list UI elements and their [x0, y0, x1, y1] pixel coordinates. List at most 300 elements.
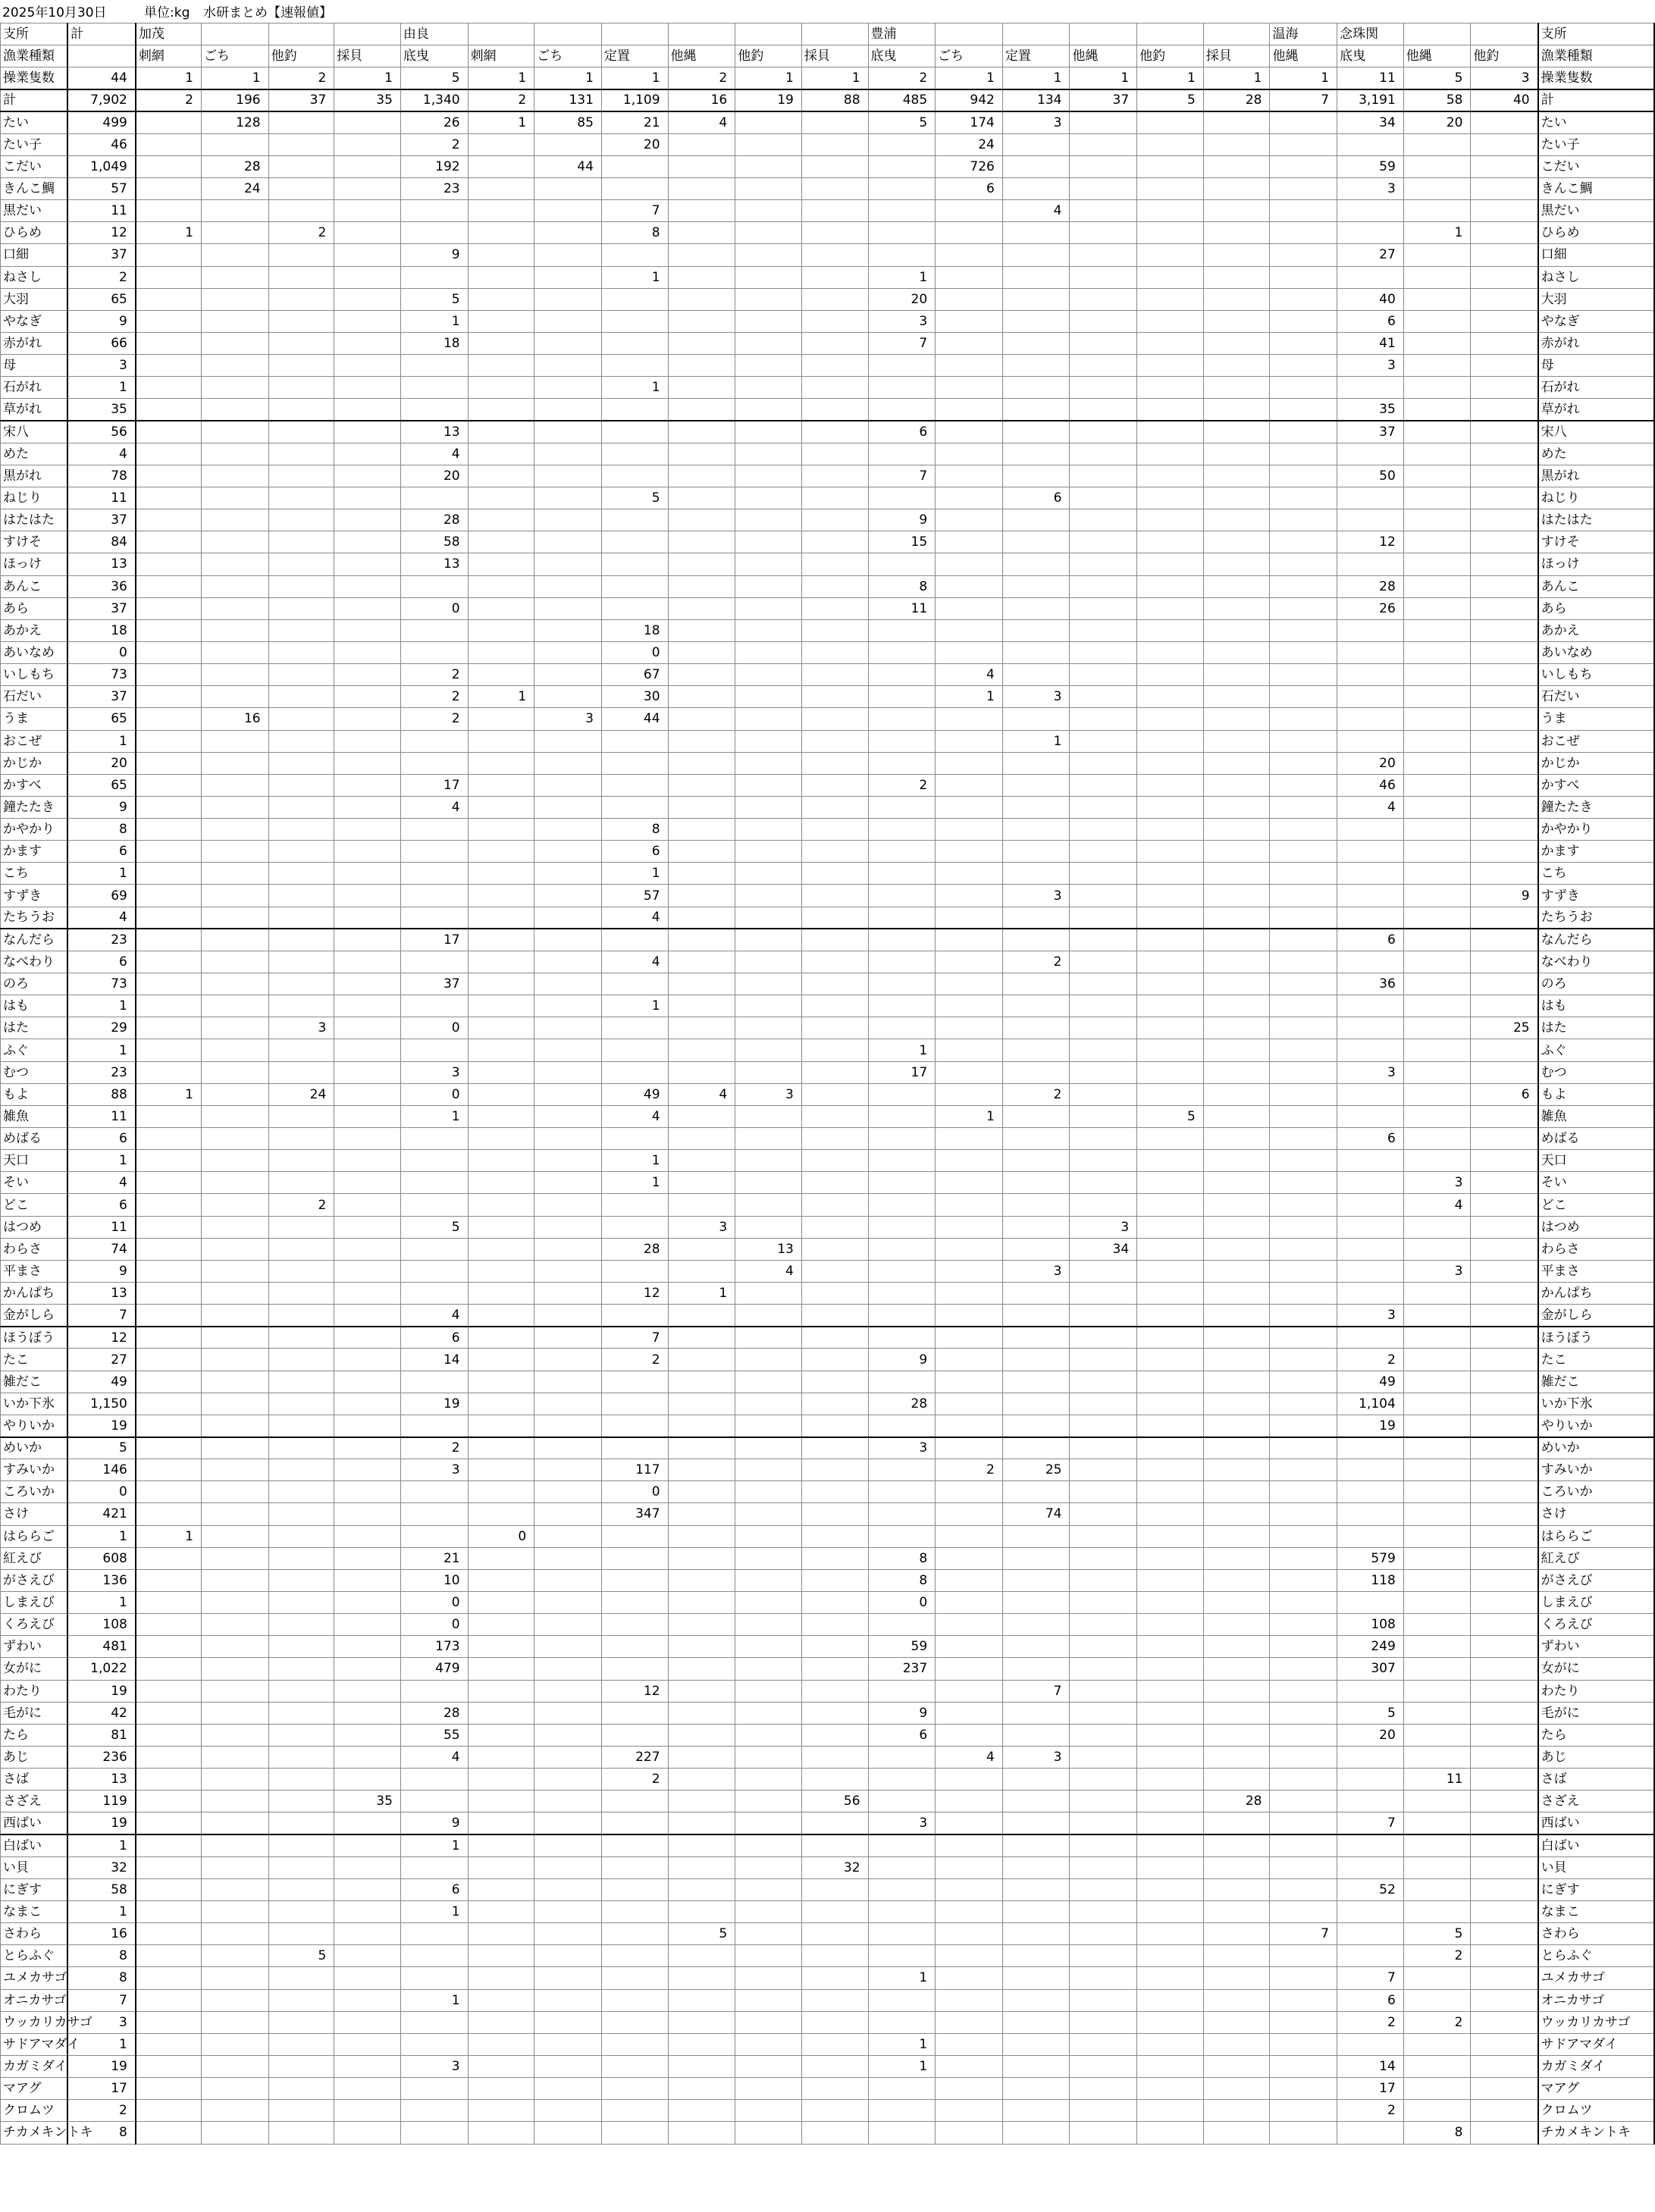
boats-row: [1, 67, 1655, 89]
table-cell: [268, 1371, 334, 1393]
table-cell: [201, 1459, 268, 1481]
table-cell: [868, 1680, 936, 1702]
table-cell: [601, 1834, 668, 1856]
table-cell: [1403, 1614, 1471, 1636]
table-cell: 西ばい: [1538, 1813, 1654, 1834]
table-cell: [201, 1083, 268, 1105]
table-cell: [1002, 155, 1070, 177]
table-cell: 3: [1471, 67, 1538, 89]
table-cell: あかえ: [1, 619, 68, 641]
table-cell: [1337, 509, 1404, 531]
table-cell: [936, 929, 1003, 951]
table-cell: [468, 553, 534, 575]
table-cell: [801, 1216, 868, 1238]
table-cell: 雑だこ: [1, 1371, 68, 1393]
table-cell: [334, 1260, 401, 1282]
table-cell: 底曳: [400, 45, 468, 67]
table-row: [1, 1769, 1655, 1791]
table-row: [1, 2122, 1655, 2144]
table-cell: [1070, 1791, 1137, 1813]
table-cell: [668, 1481, 735, 1503]
table-cell: [201, 995, 268, 1017]
table-cell: [1337, 2122, 1404, 2144]
table-cell: [868, 2011, 936, 2033]
table-cell: [1137, 2122, 1204, 2144]
table-cell: [936, 23, 1003, 45]
table-cell: [735, 885, 802, 907]
table-cell: [1471, 266, 1538, 288]
table-cell: [1270, 1547, 1337, 1569]
table-cell: [1002, 1105, 1070, 1127]
table-cell: [468, 2100, 534, 2122]
table-cell: [136, 819, 202, 841]
table-cell: [868, 222, 936, 244]
table-cell: [1270, 641, 1337, 663]
table-cell: 479: [400, 1658, 468, 1680]
table-cell: [1471, 1305, 1538, 1327]
table-cell: [468, 531, 534, 553]
table-cell: ごち: [534, 45, 602, 67]
table-cell: [1002, 443, 1070, 465]
table-cell: [468, 177, 534, 199]
table-cell: [400, 619, 468, 641]
table-row: [1, 1746, 1655, 1768]
table-cell: 942: [936, 89, 1003, 111]
table-cell: [1471, 1216, 1538, 1238]
table-cell: [334, 1967, 401, 1989]
table-cell: [1070, 2078, 1137, 2100]
table-cell: 37: [67, 509, 136, 531]
table-cell: [1403, 885, 1471, 907]
table-cell: [334, 1017, 401, 1039]
table-cell: [268, 1746, 334, 1768]
table-cell: [1337, 841, 1404, 863]
table-cell: [201, 664, 268, 686]
table-cell: 69: [67, 885, 136, 907]
table-cell: [1070, 1305, 1137, 1327]
table-cell: [1137, 619, 1204, 641]
table-cell: 1: [1002, 67, 1070, 89]
table-cell: 12: [601, 1283, 668, 1305]
table-cell: 2: [1002, 1083, 1070, 1105]
table-cell: [1070, 222, 1137, 244]
table-cell: [468, 1834, 534, 1856]
table-cell: [136, 509, 202, 531]
table-cell: ひらめ: [1, 222, 68, 244]
table-cell: 黒がれ: [1, 465, 68, 487]
table-cell: [468, 708, 534, 730]
table-cell: [1070, 1437, 1137, 1459]
table-cell: 3: [868, 1437, 936, 1459]
table-cell: [801, 841, 868, 863]
table-cell: [1403, 133, 1471, 155]
table-cell: [801, 619, 868, 641]
table-cell: [268, 907, 334, 929]
table-cell: [936, 841, 1003, 863]
table-cell: [1137, 111, 1204, 133]
table-cell: [201, 509, 268, 531]
table-cell: [400, 1172, 468, 1194]
table-cell: [1403, 1856, 1471, 1878]
table-cell: [468, 133, 534, 155]
table-cell: [1002, 465, 1070, 487]
table-cell: [1137, 1547, 1204, 1569]
table-cell: [1270, 155, 1337, 177]
table-cell: [1137, 1503, 1204, 1525]
table-cell: [468, 288, 534, 310]
table-cell: [1002, 553, 1070, 575]
table-cell: [1403, 465, 1471, 487]
table-cell: [601, 1945, 668, 1967]
table-cell: [136, 1791, 202, 1813]
table-cell: [801, 2078, 868, 2100]
table-cell: [534, 1349, 602, 1371]
table-cell: [201, 1525, 268, 1547]
table-cell: [668, 1614, 735, 1636]
table-cell: [136, 774, 202, 796]
table-cell: [735, 1415, 802, 1437]
table-cell: [201, 641, 268, 663]
table-cell: [268, 1769, 334, 1791]
table-cell: 底曳: [1337, 45, 1404, 67]
table-cell: [801, 1967, 868, 1989]
table-row: [1, 1172, 1655, 1194]
table-cell: [534, 951, 602, 973]
table-cell: [936, 1216, 1003, 1238]
table-cell: 4: [936, 664, 1003, 686]
table-cell: 8: [67, 819, 136, 841]
table-cell: [1203, 1503, 1270, 1525]
table-cell: [601, 1039, 668, 1061]
table-cell: [1002, 2100, 1070, 2122]
table-cell: [1403, 708, 1471, 730]
table-cell: 女がに: [1538, 1658, 1654, 1680]
table-cell: [334, 1945, 401, 1967]
table-cell: [801, 1327, 868, 1349]
table-cell: [136, 443, 202, 465]
table-cell: [668, 1459, 735, 1481]
table-cell: [1471, 2122, 1538, 2144]
catch-table: [0, 23, 1655, 2145]
table-cell: 3: [1337, 1305, 1404, 1327]
table-cell: [268, 1724, 334, 1746]
table-cell: [1337, 1283, 1404, 1305]
table-cell: [334, 177, 401, 199]
table-cell: 西ばい: [1, 1813, 68, 1834]
table-cell: [468, 1061, 534, 1083]
table-cell: [534, 1172, 602, 1194]
table-cell: 定置: [1002, 45, 1070, 67]
table-cell: [534, 1061, 602, 1083]
table-cell: [201, 1061, 268, 1083]
table-cell: 8: [67, 2122, 136, 2144]
table-cell: 3: [1337, 355, 1404, 377]
table-cell: [1002, 2033, 1070, 2055]
table-cell: [601, 1260, 668, 1282]
table-cell: [1137, 2078, 1204, 2100]
table-cell: 8: [868, 575, 936, 597]
table-cell: [801, 1305, 868, 1327]
table-cell: [735, 1547, 802, 1569]
table-cell: [201, 1769, 268, 1791]
table-cell: [136, 1349, 202, 1371]
table-cell: たこ: [1, 1349, 68, 1371]
table-cell: [1270, 774, 1337, 796]
table-cell: なんだら: [1, 929, 68, 951]
table-cell: [1070, 1702, 1137, 1724]
table-cell: [1137, 177, 1204, 199]
table-cell: [201, 399, 268, 421]
table-cell: [334, 1194, 401, 1216]
table-cell: [136, 465, 202, 487]
table-cell: [201, 686, 268, 708]
table-cell: [936, 1150, 1003, 1172]
table-cell: 温海: [1270, 23, 1337, 45]
table-cell: 9: [400, 1813, 468, 1834]
table-cell: 5: [668, 1923, 735, 1945]
table-cell: [334, 1172, 401, 1194]
table-cell: [1070, 288, 1137, 310]
table-cell: [668, 1437, 735, 1459]
table-cell: [868, 929, 936, 951]
table-cell: [1403, 1525, 1471, 1547]
table-cell: 4: [1337, 796, 1404, 818]
table-cell: [1471, 1547, 1538, 1569]
table-cell: 1: [67, 1039, 136, 1061]
table-cell: [1471, 200, 1538, 222]
table-row: [1, 266, 1655, 288]
table-cell: 5: [1403, 1923, 1471, 1945]
table-cell: 28: [1203, 1791, 1270, 1813]
table-cell: [468, 1658, 534, 1680]
table-cell: [1002, 1017, 1070, 1039]
table-cell: 6: [1337, 310, 1404, 332]
table-cell: [668, 1150, 735, 1172]
table-cell: そい: [1, 1172, 68, 1194]
table-cell: [868, 1614, 936, 1636]
table-cell: [334, 973, 401, 995]
table-cell: [668, 23, 735, 45]
table-cell: [1403, 177, 1471, 199]
table-cell: 2: [400, 708, 468, 730]
table-cell: [1471, 995, 1538, 1017]
table-cell: 13: [67, 1283, 136, 1305]
table-cell: [1270, 1769, 1337, 1791]
table-cell: [201, 1194, 268, 1216]
table-cell: 3: [1002, 1260, 1070, 1282]
table-cell: [1070, 1194, 1137, 1216]
table-cell: [1337, 222, 1404, 244]
table-cell: [601, 973, 668, 995]
table-cell: [268, 1856, 334, 1878]
table-cell: 赤がれ: [1538, 332, 1654, 354]
table-cell: [468, 929, 534, 951]
table-cell: [1137, 1039, 1204, 1061]
table-cell: [668, 1945, 735, 1967]
table-cell: [801, 1039, 868, 1061]
table-cell: [534, 1238, 602, 1260]
table-cell: [268, 355, 334, 377]
table-cell: [1203, 1305, 1270, 1327]
table-cell: 40: [1337, 288, 1404, 310]
table-cell: 石だい: [1538, 686, 1654, 708]
table-cell: [400, 730, 468, 752]
table-cell: [136, 1061, 202, 1083]
table-row: [1, 597, 1655, 619]
table-cell: 1: [534, 67, 602, 89]
table-cell: 2: [936, 1459, 1003, 1481]
table-cell: [735, 995, 802, 1017]
report-date: 2025年10月30日: [2, 5, 107, 20]
table-cell: [201, 841, 268, 863]
table-cell: 7: [601, 1327, 668, 1349]
table-cell: [1337, 1791, 1404, 1813]
table-cell: [1002, 1393, 1070, 1415]
table-cell: 1: [1270, 67, 1337, 89]
table-cell: [1403, 1569, 1471, 1591]
table-cell: 2: [268, 67, 334, 89]
table-cell: [1270, 443, 1337, 465]
table-cell: 紅えび: [1538, 1547, 1654, 1569]
table-cell: [268, 929, 334, 951]
table-cell: [1070, 1415, 1137, 1437]
table-cell: 1: [67, 2033, 136, 2055]
table-cell: [801, 1503, 868, 1525]
table-cell: [668, 774, 735, 796]
table-cell: [1137, 1591, 1204, 1613]
table-cell: 他縄: [668, 45, 735, 67]
table-cell: [601, 796, 668, 818]
table-cell: さわら: [1, 1923, 68, 1945]
table-cell: [936, 1061, 1003, 1083]
table-cell: [1337, 1459, 1404, 1481]
table-cell: [868, 133, 936, 155]
table-cell: [268, 2100, 334, 2122]
table-cell: [1337, 1083, 1404, 1105]
table-cell: [1471, 310, 1538, 332]
table-cell: [400, 819, 468, 841]
table-row: [1, 1039, 1655, 1061]
table-cell: 73: [67, 664, 136, 686]
table-cell: すみいか: [1, 1459, 68, 1481]
table-cell: 漁業種類: [1, 45, 68, 67]
table-cell: [534, 1216, 602, 1238]
table-cell: [1403, 819, 1471, 841]
table-cell: 2: [1337, 2100, 1404, 2122]
table-cell: 4: [67, 907, 136, 929]
table-cell: [735, 1305, 802, 1327]
table-cell: [1403, 509, 1471, 531]
table-cell: 608: [67, 1547, 136, 1569]
table-cell: [1403, 1481, 1471, 1503]
table-cell: 12: [1337, 531, 1404, 553]
table-cell: [1270, 1415, 1337, 1437]
table-cell: [1471, 686, 1538, 708]
table-cell: [1070, 819, 1137, 841]
table-cell: おこぜ: [1538, 730, 1654, 752]
table-cell: [1270, 377, 1337, 399]
table-cell: 支所: [1538, 23, 1654, 45]
table-cell: [534, 1415, 602, 1437]
table-cell: [1270, 597, 1337, 619]
table-cell: [668, 1791, 735, 1813]
table-cell: 58: [1403, 89, 1471, 111]
table-cell: かんぱち: [1538, 1283, 1654, 1305]
table-cell: [668, 664, 735, 686]
table-cell: [735, 619, 802, 641]
table-cell: [534, 2033, 602, 2055]
table-cell: [468, 2078, 534, 2100]
table-cell: [936, 1194, 1003, 1216]
table-cell: 118: [1337, 1569, 1404, 1591]
table-cell: [1471, 641, 1538, 663]
table-cell: [400, 1039, 468, 1061]
table-cell: [868, 1172, 936, 1194]
table-cell: [668, 1017, 735, 1039]
table-cell: [1070, 1900, 1137, 1922]
table-cell: [1002, 399, 1070, 421]
table-cell: [868, 951, 936, 973]
table-cell: [268, 1061, 334, 1083]
table-cell: [268, 23, 334, 45]
table-cell: [201, 1923, 268, 1945]
table-cell: がさえび: [1, 1569, 68, 1591]
table-cell: [1203, 1900, 1270, 1922]
table-cell: [668, 487, 735, 509]
table-cell: [468, 1900, 534, 1922]
table-row: [1, 531, 1655, 553]
table-cell: 28: [1337, 575, 1404, 597]
table-cell: 3: [1403, 1260, 1471, 1282]
table-cell: [468, 1128, 534, 1150]
table-cell: [801, 1636, 868, 1658]
table-cell: [468, 2033, 534, 2055]
table-cell: 35: [334, 89, 401, 111]
table-cell: 豊浦: [868, 23, 936, 45]
table-cell: [534, 2055, 602, 2077]
table-cell: [468, 841, 534, 863]
table-cell: 加茂: [136, 23, 202, 45]
table-cell: [268, 1216, 334, 1238]
table-cell: 宋八: [1538, 421, 1654, 443]
table-cell: [1270, 200, 1337, 222]
table-cell: [534, 730, 602, 752]
table-cell: [801, 465, 868, 487]
table-cell: [1070, 774, 1137, 796]
table-cell: [668, 796, 735, 818]
table-cell: [1270, 1746, 1337, 1768]
table-cell: [1070, 1591, 1137, 1613]
table-cell: [936, 1547, 1003, 1569]
table-cell: [334, 730, 401, 752]
table-cell: [668, 1415, 735, 1437]
table-cell: 3: [1070, 1216, 1137, 1238]
table-row: [1, 1371, 1655, 1393]
table-cell: [334, 1834, 401, 1856]
table-cell: [1270, 1150, 1337, 1172]
table-cell: [601, 1900, 668, 1922]
table-cell: [334, 1547, 401, 1569]
table-cell: 19: [1337, 1415, 1404, 1437]
table-cell: [201, 487, 268, 509]
table-cell: [268, 399, 334, 421]
table-cell: [1203, 929, 1270, 951]
table-cell: 大羽: [1, 288, 68, 310]
table-cell: 採貝: [801, 45, 868, 67]
table-cell: [1403, 2078, 1471, 2100]
table-cell: 定置: [601, 45, 668, 67]
table-cell: 6: [868, 421, 936, 443]
